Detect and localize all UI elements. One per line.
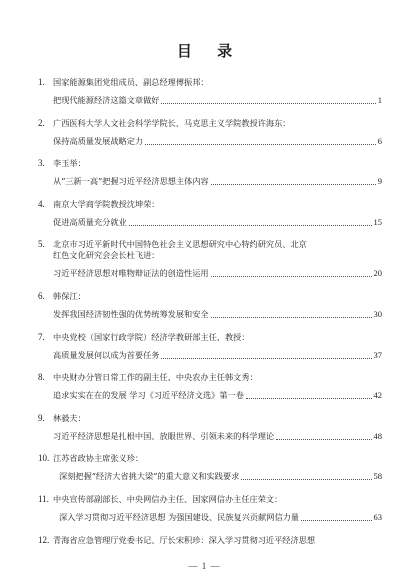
entry-number: 11. xyxy=(38,493,49,504)
entry-title-line[interactable] xyxy=(53,309,382,320)
page-number: — 1 — xyxy=(188,561,221,571)
entry-number: 12. xyxy=(38,534,50,545)
dot-leader xyxy=(161,103,375,104)
entry-page-number: 6 xyxy=(377,135,382,146)
toc-entry[interactable] xyxy=(0,332,409,361)
entry-author: 江苏省政协主席张义珍： xyxy=(53,453,144,464)
dot-leader xyxy=(246,398,372,399)
entry-number: 3. xyxy=(38,158,45,169)
entry-page-number: 30 xyxy=(373,308,382,319)
entry-author: 林毅夫： xyxy=(53,412,86,423)
dot-leader xyxy=(211,184,376,185)
entry-title-line[interactable] xyxy=(53,350,382,361)
toc-list xyxy=(0,77,409,546)
dot-leader xyxy=(145,144,376,145)
dot-leader xyxy=(301,520,371,521)
entry-number: 1. xyxy=(38,77,45,87)
dot-leader xyxy=(276,439,371,440)
entry-page-number: 15 xyxy=(373,216,382,227)
entry-title-line[interactable] xyxy=(59,512,382,523)
entry-title: 保持高质量发展战略定力 xyxy=(53,135,144,146)
toc-entry[interactable] xyxy=(0,372,409,401)
entry-title-line[interactable] xyxy=(53,136,382,147)
entry-title: 深刻把握“经济大省挑大梁”的重大意义和实践要求 xyxy=(59,471,240,482)
entry-title-line[interactable] xyxy=(53,431,382,442)
entry-number: 7. xyxy=(38,331,45,342)
entry-title: 促进高质量充分就业 xyxy=(53,216,127,227)
entry-author: 南京大学商学院教授沈坤荣： xyxy=(53,198,160,209)
entry-title-line[interactable] xyxy=(59,471,382,482)
toc-entry[interactable] xyxy=(0,239,409,279)
entry-author: 中央党校（国家行政学院）经济学教研部主任、教授： xyxy=(53,331,250,342)
entry-title-line[interactable] xyxy=(53,95,382,106)
entry-number: 9. xyxy=(38,412,45,423)
entry-title: 习近平经济思想是扎根中国、放眼世界、引领未来的科学理论 xyxy=(53,430,275,441)
dot-leader xyxy=(211,317,372,318)
entry-author: 李玉举： xyxy=(53,158,86,169)
toc-title: 目 录 xyxy=(176,42,243,60)
toc-entry[interactable] xyxy=(0,494,409,523)
entry-title: 深入学习贯彻习近平经济思想 为强国建设、民族复兴贡献网信力量 xyxy=(59,511,300,522)
entry-title: 从“三新一高”把握习近平经济思想主体内容 xyxy=(53,176,209,187)
entry-page-number: 1 xyxy=(377,95,382,105)
entry-title: 习近平经济思想对唯物辩证法的创造性运用 xyxy=(53,268,209,279)
entry-title: 发挥我国经济韧性强的优势统筹发展和安全 xyxy=(53,308,209,319)
dot-leader xyxy=(211,276,372,277)
entry-title: 追求实实在在的发展 学习《习近平经济文选》第一卷 xyxy=(53,390,244,401)
entry-author: 中央财办分管日常工作的副主任、中央农办主任韩文秀： xyxy=(53,372,258,383)
entry-author: 韩保江： xyxy=(53,290,86,301)
toc-entry[interactable] xyxy=(0,158,409,187)
entry-page-number: 37 xyxy=(373,349,382,360)
entry-page-number: 58 xyxy=(373,471,382,482)
entry-author: 中央宣传部副部长、中央网信办主任、国家网信办主任庄荣文： xyxy=(53,493,283,504)
entry-number: 5. xyxy=(38,239,45,250)
dot-leader xyxy=(241,479,371,480)
dot-leader xyxy=(129,225,372,226)
toc-entry[interactable] xyxy=(0,118,409,147)
entry-page-number: 9 xyxy=(377,176,382,187)
entry-author: 广西医科大学人文社会科学学院长、马克思主义学院教授许海东： xyxy=(53,117,291,128)
entry-title: 把现代能源经济这篇文章做好 xyxy=(53,95,160,105)
entry-author: 北京市习近平新时代中国特色社会主义思想研究中心特约研究员、北京 xyxy=(53,239,307,250)
entry-title-line[interactable] xyxy=(53,217,382,228)
entry-number: 10. xyxy=(38,453,50,464)
toc-entry[interactable] xyxy=(0,413,409,442)
toc-entry[interactable] xyxy=(0,453,409,482)
entry-page-number: 42 xyxy=(373,390,382,401)
toc-entry[interactable] xyxy=(0,535,409,546)
toc-entry[interactable] xyxy=(0,77,409,106)
entry-number: 4. xyxy=(38,198,45,209)
entry-author: 青海省应急管理厅党委书记、厅长宋积珍：深入学习贯彻习近平经济思想 xyxy=(53,534,316,545)
entry-author: 国家能源集团党组成员、副总经理傅振邦： xyxy=(53,77,209,87)
entry-number: 6. xyxy=(38,290,45,301)
entry-page-number: 63 xyxy=(373,511,382,522)
dot-leader xyxy=(161,358,371,359)
toc-entry[interactable] xyxy=(0,291,409,320)
toc-entry[interactable] xyxy=(0,199,409,228)
entry-title-line[interactable] xyxy=(53,176,382,187)
entry-page-number: 20 xyxy=(373,268,382,279)
entry-title-line[interactable] xyxy=(53,268,382,279)
entry-number: 8. xyxy=(38,372,45,383)
entry-number: 2. xyxy=(38,117,45,128)
entry-page-number: 48 xyxy=(373,430,382,441)
entry-title: 高质量发展何以成为首要任务 xyxy=(53,349,160,360)
entry-title-line[interactable] xyxy=(53,390,382,401)
entry-author-continued: 红色文化研究会会长杜飞进： xyxy=(53,250,160,261)
